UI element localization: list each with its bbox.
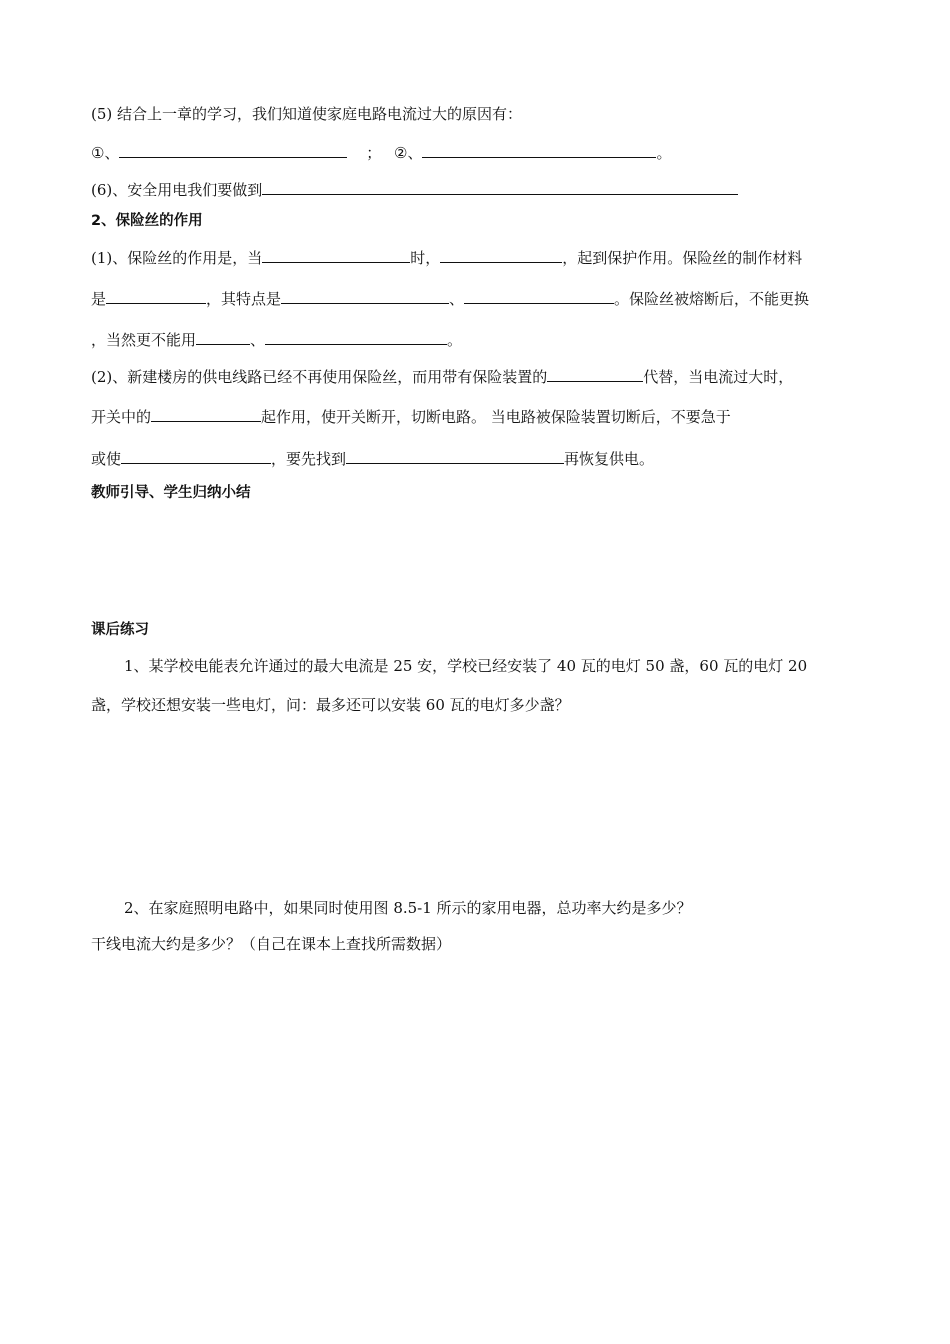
s2-p1-text-c: ，起到保护作用。保险丝的制作材料 (562, 249, 803, 267)
s2-blank-action[interactable] (440, 246, 562, 263)
practice-q2-text-2: 干线电流大约是多少？（自己在课本上查找所需数据） (91, 935, 452, 953)
q5-intro-text: (5) 结合上一章的学习，我们知道使家庭电路电流过大的原因有： (91, 105, 523, 123)
q5-item2-label: ②、 (394, 144, 423, 162)
s2-p2-text-d: 起作用，使开关断开，切断电路。 当电路被保险装置切断后，不要急于 (261, 408, 731, 426)
s2-blank-substitute-1[interactable] (196, 328, 250, 345)
s2-blank-component[interactable] (151, 405, 261, 422)
practice-q1-text-2: 盏，学校还想安装一些电灯，问：最多还可以安装 60 瓦的电灯多少盏？ (91, 696, 570, 714)
s2-p2-text-f: ，要先找到 (271, 450, 347, 468)
s2-p2-text-e: 或使 (91, 450, 122, 468)
q6 (91, 178, 738, 200)
practice-title-text: 课后练习 (91, 622, 149, 638)
s2-p2-text-c: 开关中的 (91, 408, 152, 426)
s2-p1-text-e: ，其特点是 (206, 290, 282, 308)
s2-p2-line3 (91, 447, 654, 469)
s2-p2-text-g: 再恢复供电。 (564, 450, 655, 468)
s2-blank-substitute-2[interactable] (265, 328, 447, 345)
summary-title-text: 教师引导、学生归纳小结 (91, 485, 251, 501)
s2-p1-text-j: 。 (447, 331, 463, 349)
practice-q2-line1 (124, 898, 692, 918)
practice-title (91, 620, 149, 640)
practice-q1-line2 (91, 695, 570, 715)
s2-p2-text-b: 代替，当电流过大时， (643, 368, 794, 386)
s2-p1-line1 (91, 246, 802, 268)
q5-intro (91, 104, 522, 124)
summary-title (91, 483, 251, 503)
q5-separator: ； (366, 144, 382, 162)
s2-p1-text-i: 、 (250, 331, 266, 349)
practice-q2-text-1: 2、在家庭照明电路中，如果同时使用图 8.5-1 所示的家用电器，总功率大约是多少？ (124, 899, 692, 917)
section2-title-text: 2、保险丝的作用 (91, 213, 203, 229)
s2-p1-line2 (91, 287, 809, 309)
s2-p1-text-h: ，当然更不能用 (91, 331, 197, 349)
s2-p1-text-a: (1)、保险丝的作用是，当 (91, 249, 263, 267)
q5-item1-label: ①、 (91, 144, 120, 162)
s2-p2-text-a: (2)、新建楼房的供电线路已经不再使用保险丝，而用带有保险装置的 (91, 368, 548, 386)
s2-blank-material[interactable] (106, 287, 206, 304)
q6-text: (6)、安全用电我们要做到 (91, 181, 263, 199)
s2-blank-when[interactable] (262, 246, 410, 263)
s2-p1-text-g: 。保险丝被熔断后，不能更换 (614, 290, 810, 308)
q5-blank-2[interactable] (422, 141, 656, 158)
s2-p1-text-d: 是 (91, 290, 107, 308)
practice-q1-line1 (124, 656, 807, 676)
q5-blank-1[interactable] (119, 141, 347, 158)
s2-p1-text-b: 时， (410, 249, 441, 267)
s2-blank-feature-2[interactable] (464, 287, 614, 304)
q6-blank[interactable] (262, 178, 738, 195)
s2-blank-action-2[interactable] (121, 447, 271, 464)
section2-title (91, 211, 203, 231)
s2-p2-line2 (91, 405, 731, 427)
s2-blank-device[interactable] (547, 365, 643, 382)
s2-p1-line3 (91, 328, 462, 350)
practice-q2-line2 (91, 934, 451, 954)
s2-p1-text-f: 、 (449, 290, 465, 308)
s2-p2-line1 (91, 365, 793, 387)
s2-blank-cause[interactable] (346, 447, 564, 464)
q5-end: 。 (656, 144, 672, 162)
s2-blank-feature-1[interactable] (281, 287, 449, 304)
q5-answers (91, 141, 672, 163)
practice-q1-text-1: 1、某学校电能表允许通过的最大电流是 25 安，学校已经安装了 40 瓦的电灯 50 盏，60 瓦的电灯 20 (124, 657, 808, 675)
